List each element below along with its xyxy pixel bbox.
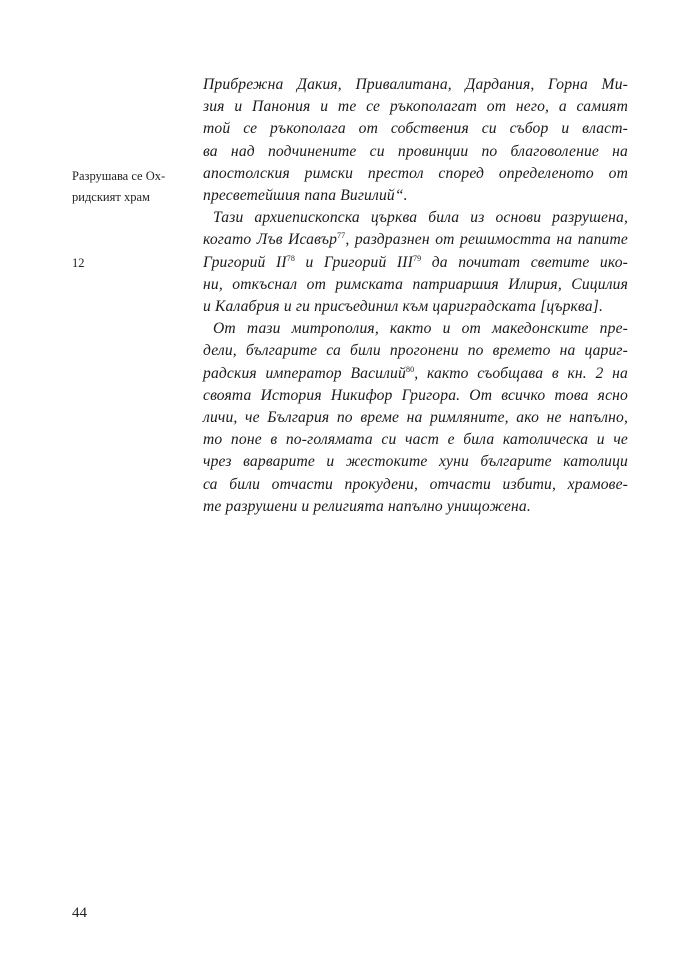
margin-heading-line-2: ридският храм	[72, 190, 150, 204]
paragraph-1	[203, 74, 628, 207]
margin-line-number: 12	[72, 256, 85, 270]
margin-heading	[72, 166, 182, 208]
footnote-ref: 77	[337, 231, 346, 241]
text-line: личи, че България по време на римляните, ако не напълно,	[203, 409, 628, 427]
text-line: От тази митрополия, както и от македонските пре-	[213, 320, 628, 338]
text-fragment: , раздразнен от решимостта на папите	[345, 231, 628, 249]
footnote-ref: 78	[286, 253, 295, 263]
text-line	[203, 252, 628, 274]
text-line: апостолския римски престол според определеното от	[203, 164, 628, 182]
footnote-ref: 80	[405, 364, 415, 374]
text-line: ва над подчинените си провинции по благоволение на	[203, 142, 628, 160]
text-line: Тази архиепископска църква била из основи разрушена,	[213, 209, 628, 227]
text-line	[203, 363, 628, 385]
paragraph-3	[203, 318, 628, 518]
text-line: Прибрежна Дакия, Привалитана, Дардания, Горна Ми-	[203, 76, 628, 93]
text-line: те разрушени и религията напълно унищожена.	[203, 497, 531, 515]
text-line: зия и Панония и те се ръкополагат от него, а самият	[203, 98, 628, 116]
paragraph-2	[203, 207, 628, 318]
text-fragment: , както съобщава в кн. 2 на	[414, 364, 628, 382]
text-fragment: и Григорий III	[295, 253, 413, 271]
main-text	[203, 74, 628, 518]
text-line: пресветейшия папа Вигилий“.	[203, 187, 408, 205]
text-line: чрез варварите и жестоките хуни българите католици	[203, 453, 628, 471]
text-line: са били отчасти прокудени, отчасти избити, храмове-	[203, 475, 628, 493]
text-fragment: да почитат светите ико-	[421, 253, 628, 271]
footnote-ref: 79	[412, 253, 422, 263]
text-fragment: Григорий II	[203, 253, 287, 271]
text-line	[203, 229, 628, 251]
text-line: и Калабрия и ги присъединил към цариградската [църква].	[203, 298, 604, 316]
text-line: той се ръкополага от собствения си събор и власт-	[203, 120, 628, 138]
text-line: то поне в по-голямата си част е била католическа и че	[203, 431, 628, 449]
text-line: ни, откъснал от римската патриаршия Илирия, Сицилия	[203, 275, 628, 293]
margin-heading-line-1: Разрушава се Ох-	[72, 169, 166, 183]
page-number: 44	[72, 905, 87, 921]
text-line: своята История Никифор Григора. От всичко това ясно	[203, 386, 628, 404]
text-line: дели, българите са били прогонени по времето на цариг-	[203, 342, 628, 360]
text-fragment: радския император Василий	[203, 364, 406, 382]
text-fragment: когато Лъв Исавър	[203, 231, 338, 249]
